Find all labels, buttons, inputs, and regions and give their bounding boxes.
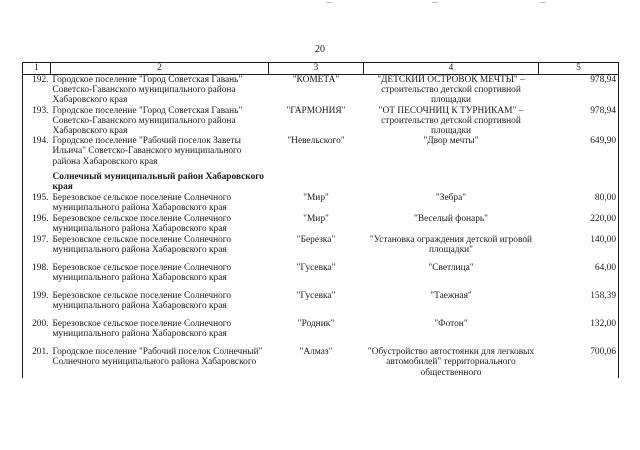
org-name: "Гусевка": [296, 291, 336, 302]
table-body: [23, 63, 619, 378]
scan-speck: [540, 2, 546, 3]
org-name: "Мир": [303, 214, 329, 225]
table-row: [23, 319, 619, 347]
project-name: "Обустройство автостоянки для легковых автомобилей" территориального общественного: [367, 347, 535, 378]
page-number: 20: [315, 44, 325, 55]
project-name: "Таежная": [430, 291, 472, 302]
table-row: [23, 263, 619, 291]
row-number: 199.: [23, 291, 51, 319]
grant-table: [22, 62, 619, 378]
project-name: "ОТ ПЕСОЧНИЦ К ТУРНИКАМ" – строительство детской спортивной площадки: [378, 105, 524, 137]
table-row: [23, 136, 619, 172]
org-name: "Алмаз": [299, 347, 333, 358]
table-row: [23, 291, 619, 319]
amount: 64,00: [539, 263, 619, 291]
project-name: "Установка ограждения детской игровой площадки": [369, 235, 533, 256]
row-number: 197.: [23, 235, 51, 263]
settlement-name: Березовское сельское поселение Солнечного муниципального района Хабаровского края: [52, 193, 232, 214]
settlement-name: Городское поселение "Рабочий поселок Солнечный" Солнечного муниципального района Хабаровского: [52, 347, 263, 368]
org-name: "Мир": [303, 193, 329, 204]
settlement-name: Березовское сельское поселение Солнечного муниципального района Хабаровского края: [52, 235, 232, 256]
org-name: "Березка": [296, 235, 336, 246]
row-number: 193.: [23, 106, 51, 137]
project-name: "Фотон": [434, 319, 468, 330]
project-name: "Двор мечты": [423, 136, 479, 147]
section-title: Солнечный муниципальный район Хабаровского края: [52, 172, 264, 193]
amount: 158,39: [539, 291, 619, 319]
amount: 978,94: [539, 106, 619, 137]
amount: 220,00: [539, 214, 619, 235]
column-header: 2: [51, 63, 269, 75]
org-name: "Родник": [297, 319, 335, 330]
section-row: [23, 172, 619, 193]
column-header: 4: [364, 63, 539, 75]
scan-speck: [432, 2, 438, 3]
table-row: [23, 75, 619, 106]
settlement-name: Березовское сельское поселение Солнечного муниципального района Хабаровского края: [52, 291, 232, 312]
settlement-name: Березовское сельское поселение Солнечного муниципального района Хабаровского края: [52, 214, 232, 235]
column-header: 3: [269, 63, 364, 75]
table-row: [23, 106, 619, 137]
table-header-row: [23, 63, 619, 75]
org-name: "ГАРМОНИЯ": [286, 105, 346, 116]
amount: 649,90: [539, 136, 619, 172]
amount: [539, 172, 619, 193]
row-number: 195.: [23, 193, 51, 214]
settlement-name: Городское поселение "Рабочий поселок Заветы Ильича" Советско-Гаванского муниципального района Хабаровского края: [52, 136, 242, 167]
project-name: "Светлица": [428, 263, 474, 274]
settlement-name: Городское поселение "Город Советская Гавань" Советско-Гаванского муниципального района Хабаровского края: [52, 75, 243, 106]
row-number: 201.: [23, 347, 51, 378]
table-row: [23, 214, 619, 235]
amount: 132,00: [539, 319, 619, 347]
table-row: [23, 193, 619, 214]
row-number: 192.: [23, 75, 51, 106]
amount: 80,00: [539, 193, 619, 214]
org-name: "Гусевка": [296, 263, 336, 274]
column-header: 1: [23, 63, 51, 75]
row-number: 200.: [23, 319, 51, 347]
amount: 978,94: [539, 75, 619, 106]
row-number: 196.: [23, 214, 51, 235]
row-number: 194.: [23, 136, 51, 172]
project-name: "ДЕТСКИЙ ОСТРОВОК МЕЧТЫ" – строительство детской спортивной площадки: [377, 75, 525, 106]
org-name: "Невельского": [287, 136, 345, 147]
table-row: [23, 235, 619, 263]
amount: 140,00: [539, 235, 619, 263]
org-name: [269, 172, 364, 193]
row-number: 198.: [23, 263, 51, 291]
row-number: [23, 172, 51, 193]
column-header: 5: [539, 63, 619, 75]
settlement-name: Березовское сельское поселение Солнечного муниципального района Хабаровского края: [52, 319, 232, 340]
settlement-name: Березовское сельское поселение Солнечного муниципального района Хабаровского края: [52, 263, 232, 284]
amount: 700,06: [539, 347, 619, 378]
project-name: "Зебра": [435, 193, 467, 204]
project-name: [364, 172, 539, 193]
org-name: "КОМЕТА": [292, 75, 340, 85]
project-name: "Веселый фонарь": [414, 214, 488, 225]
settlement-name: Городское поселение "Город Советская Гавань" Советско-Гаванского муниципального района Хабаровского края: [52, 105, 243, 137]
scan-speck: [326, 2, 332, 3]
table-row: [23, 347, 619, 378]
